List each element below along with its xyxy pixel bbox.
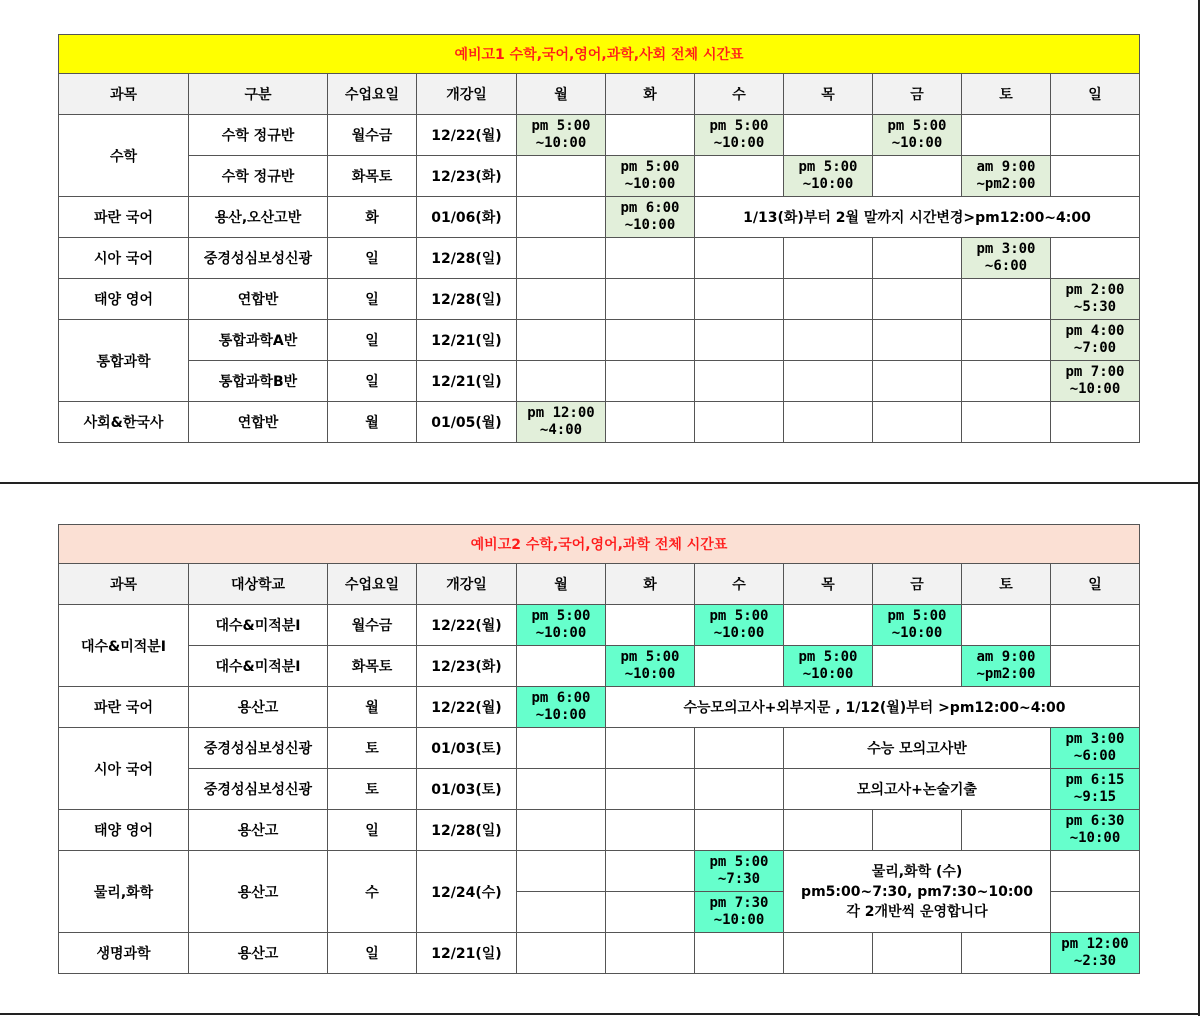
- subject-cell: 파란 국어: [59, 687, 189, 728]
- empty-slot: [517, 933, 606, 974]
- header-school: 대상학교: [189, 564, 328, 605]
- schedule-note: 모의고사+논술기출: [784, 769, 1051, 810]
- header-days: 수업요일: [328, 74, 417, 115]
- header-wed: 수: [695, 74, 784, 115]
- days-cell: 일: [328, 810, 417, 851]
- empty-slot: [606, 851, 695, 892]
- days-cell: 일: [328, 320, 417, 361]
- days-cell: 토: [328, 769, 417, 810]
- schedule-note: 물리,화학 (수) pm5:00~7:30, pm7:30~10:00 각 2개반씩 운영합니다: [784, 851, 1051, 933]
- time-slot: am 9:00 ~pm2:00: [962, 646, 1051, 687]
- empty-slot: [517, 769, 606, 810]
- header-start: 개강일: [417, 564, 517, 605]
- table-row: [59, 361, 1140, 402]
- start-cell: 12/22(월): [417, 115, 517, 156]
- subject-cell: 태양 영어: [59, 810, 189, 851]
- class-cell: 용산고: [189, 810, 328, 851]
- section-divider: [0, 482, 1200, 484]
- time-slot: pm 5:00 ~10:00: [695, 605, 784, 646]
- class-cell: 용산,오산고반: [189, 197, 328, 238]
- days-cell: 화: [328, 197, 417, 238]
- timetable-title: 예비고1 수학,국어,영어,과학,사회 전체 시간표: [59, 35, 1140, 74]
- table-row: [59, 402, 1140, 443]
- class-cell: 중경성심보성신광: [189, 728, 328, 769]
- table-row: [59, 851, 1140, 892]
- class-cell: 연합반: [189, 402, 328, 443]
- empty-slot: [784, 320, 873, 361]
- empty-slot: [606, 810, 695, 851]
- days-cell: 일: [328, 361, 417, 402]
- empty-slot: [606, 115, 695, 156]
- table-row: [59, 156, 1140, 197]
- empty-slot: [962, 115, 1051, 156]
- empty-slot: [695, 810, 784, 851]
- empty-slot: [873, 320, 962, 361]
- empty-slot: [606, 892, 695, 933]
- class-cell: 수학 정규반: [189, 115, 328, 156]
- empty-slot: [784, 361, 873, 402]
- header-tue: 화: [606, 564, 695, 605]
- days-cell: 토: [328, 728, 417, 769]
- days-cell: 월수금: [328, 605, 417, 646]
- empty-slot: [695, 320, 784, 361]
- days-cell: 수: [328, 851, 417, 933]
- empty-slot: [517, 810, 606, 851]
- time-slot: pm 7:30 ~10:00: [695, 892, 784, 933]
- header-tue: 화: [606, 74, 695, 115]
- start-cell: 12/28(일): [417, 238, 517, 279]
- start-cell: 12/28(일): [417, 279, 517, 320]
- class-cell: 용산고: [189, 851, 328, 933]
- header-class: 구분: [189, 74, 328, 115]
- time-slot: pm 12:00 ~4:00: [517, 402, 606, 443]
- subject-cell: 대수&미적분I: [59, 605, 189, 687]
- empty-slot: [695, 646, 784, 687]
- table-row: [59, 115, 1140, 156]
- empty-slot: [517, 361, 606, 402]
- start-cell: 01/03(토): [417, 728, 517, 769]
- empty-slot: [695, 728, 784, 769]
- days-cell: 일: [328, 933, 417, 974]
- header-sun: 일: [1051, 564, 1140, 605]
- empty-slot: [962, 933, 1051, 974]
- empty-slot: [1051, 646, 1140, 687]
- start-cell: 01/05(월): [417, 402, 517, 443]
- class-cell: 통합과학A반: [189, 320, 328, 361]
- time-slot: pm 5:00 ~10:00: [784, 156, 873, 197]
- table-row: [59, 646, 1140, 687]
- days-cell: 월: [328, 687, 417, 728]
- time-slot: pm 3:00 ~6:00: [1051, 728, 1140, 769]
- schedule-note: 수능모의고사+외부지문 , 1/12(월)부터 >pm12:00~4:00: [606, 687, 1140, 728]
- empty-slot: [962, 320, 1051, 361]
- subject-cell: 태양 영어: [59, 279, 189, 320]
- header-start: 개강일: [417, 74, 517, 115]
- start-cell: 12/21(일): [417, 933, 517, 974]
- start-cell: 12/21(일): [417, 320, 517, 361]
- empty-slot: [606, 238, 695, 279]
- time-slot: pm 2:00 ~5:30: [1051, 279, 1140, 320]
- time-slot: pm 7:00 ~10:00: [1051, 361, 1140, 402]
- class-cell: 중경성심보성신광: [189, 769, 328, 810]
- empty-slot: [695, 156, 784, 197]
- time-slot: am 9:00 ~pm2:00: [962, 156, 1051, 197]
- time-slot: pm 5:00 ~10:00: [517, 115, 606, 156]
- header-subject: 과목: [59, 564, 189, 605]
- time-slot: pm 6:30 ~10:00: [1051, 810, 1140, 851]
- time-slot: pm 6:15 ~9:15: [1051, 769, 1140, 810]
- days-cell: 화목토: [328, 646, 417, 687]
- empty-slot: [695, 402, 784, 443]
- schedule-note: 수능 모의고사반: [784, 728, 1051, 769]
- timetable-grade1: [58, 34, 1140, 443]
- empty-slot: [1051, 892, 1140, 933]
- subject-cell: 파란 국어: [59, 197, 189, 238]
- empty-slot: [517, 892, 606, 933]
- empty-slot: [606, 361, 695, 402]
- empty-slot: [784, 238, 873, 279]
- class-cell: 대수&미적분I: [189, 646, 328, 687]
- empty-slot: [873, 933, 962, 974]
- empty-slot: [962, 279, 1051, 320]
- table-row: [59, 769, 1140, 810]
- subject-cell: 물리,화학: [59, 851, 189, 933]
- time-slot: pm 4:00 ~7:00: [1051, 320, 1140, 361]
- start-cell: 12/22(월): [417, 687, 517, 728]
- table-row: [59, 279, 1140, 320]
- empty-slot: [873, 810, 962, 851]
- start-cell: 01/03(토): [417, 769, 517, 810]
- subject-cell: 통합과학: [59, 320, 189, 402]
- empty-slot: [784, 933, 873, 974]
- time-slot: pm 5:00 ~10:00: [517, 605, 606, 646]
- schedule-note: 1/13(화)부터 2월 말까지 시간변경>pm12:00~4:00: [695, 197, 1140, 238]
- empty-slot: [695, 769, 784, 810]
- days-cell: 일: [328, 238, 417, 279]
- empty-slot: [517, 851, 606, 892]
- subject-cell: 수학: [59, 115, 189, 197]
- empty-slot: [606, 402, 695, 443]
- empty-slot: [784, 605, 873, 646]
- class-cell: 연합반: [189, 279, 328, 320]
- empty-slot: [784, 115, 873, 156]
- time-slot: pm 6:00 ~10:00: [517, 687, 606, 728]
- class-cell: 통합과학B반: [189, 361, 328, 402]
- empty-slot: [962, 810, 1051, 851]
- empty-slot: [1051, 605, 1140, 646]
- start-cell: 01/06(화): [417, 197, 517, 238]
- empty-slot: [517, 156, 606, 197]
- header-fri: 금: [873, 564, 962, 605]
- table-row: [59, 810, 1140, 851]
- empty-slot: [606, 605, 695, 646]
- empty-slot: [873, 402, 962, 443]
- empty-slot: [695, 279, 784, 320]
- empty-slot: [1051, 115, 1140, 156]
- table-row: [59, 238, 1140, 279]
- empty-slot: [873, 238, 962, 279]
- empty-slot: [517, 279, 606, 320]
- empty-slot: [1051, 156, 1140, 197]
- page-bottom-border: [0, 1013, 1200, 1015]
- time-slot: pm 5:00 ~10:00: [784, 646, 873, 687]
- timetable-title: 예비고2 수학,국어,영어,과학 전체 시간표: [59, 525, 1140, 564]
- start-cell: 12/23(화): [417, 646, 517, 687]
- subject-cell: 시아 국어: [59, 728, 189, 810]
- empty-slot: [784, 279, 873, 320]
- header-sat: 토: [962, 564, 1051, 605]
- empty-slot: [873, 361, 962, 402]
- header-thu: 목: [784, 74, 873, 115]
- time-slot: pm 5:00 ~10:00: [695, 115, 784, 156]
- timetable-grade2: [58, 524, 1140, 974]
- header-sun: 일: [1051, 74, 1140, 115]
- days-cell: 일: [328, 279, 417, 320]
- empty-slot: [517, 238, 606, 279]
- empty-slot: [695, 238, 784, 279]
- header-thu: 목: [784, 564, 873, 605]
- header-sat: 토: [962, 74, 1051, 115]
- empty-slot: [784, 402, 873, 443]
- empty-slot: [873, 646, 962, 687]
- start-cell: 12/28(일): [417, 810, 517, 851]
- class-cell: 용산고: [189, 933, 328, 974]
- time-slot: pm 6:00 ~10:00: [606, 197, 695, 238]
- class-cell: 용산고: [189, 687, 328, 728]
- time-slot: pm 5:00 ~7:30: [695, 851, 784, 892]
- days-cell: 월수금: [328, 115, 417, 156]
- start-cell: 12/24(수): [417, 851, 517, 933]
- empty-slot: [1051, 402, 1140, 443]
- days-cell: 월: [328, 402, 417, 443]
- empty-slot: [695, 933, 784, 974]
- table-row: [59, 605, 1140, 646]
- header-subject: 과목: [59, 74, 189, 115]
- empty-slot: [873, 279, 962, 320]
- table-row: [59, 933, 1140, 974]
- header-wed: 수: [695, 564, 784, 605]
- header-mon: 월: [517, 564, 606, 605]
- class-cell: 대수&미적분I: [189, 605, 328, 646]
- time-slot: pm 12:00 ~2:30: [1051, 933, 1140, 974]
- days-cell: 화목토: [328, 156, 417, 197]
- empty-slot: [606, 933, 695, 974]
- start-cell: 12/21(일): [417, 361, 517, 402]
- empty-slot: [517, 197, 606, 238]
- table-row: [59, 687, 1140, 728]
- table-row: [59, 728, 1140, 769]
- start-cell: 12/22(월): [417, 605, 517, 646]
- header-days: 수업요일: [328, 564, 417, 605]
- header-mon: 월: [517, 74, 606, 115]
- table-row: [59, 320, 1140, 361]
- class-cell: 수학 정규반: [189, 156, 328, 197]
- class-cell: 중경성심보성신광: [189, 238, 328, 279]
- subject-cell: 사회&한국사: [59, 402, 189, 443]
- empty-slot: [1051, 238, 1140, 279]
- empty-slot: [1051, 851, 1140, 892]
- empty-slot: [606, 769, 695, 810]
- empty-slot: [517, 320, 606, 361]
- empty-slot: [962, 605, 1051, 646]
- empty-slot: [606, 279, 695, 320]
- time-slot: pm 5:00 ~10:00: [606, 646, 695, 687]
- empty-slot: [873, 156, 962, 197]
- empty-slot: [962, 402, 1051, 443]
- empty-slot: [784, 810, 873, 851]
- time-slot: pm 5:00 ~10:00: [606, 156, 695, 197]
- empty-slot: [606, 728, 695, 769]
- time-slot: pm 5:00 ~10:00: [873, 605, 962, 646]
- start-cell: 12/23(화): [417, 156, 517, 197]
- empty-slot: [517, 646, 606, 687]
- time-slot: pm 5:00 ~10:00: [873, 115, 962, 156]
- subject-cell: 생명과학: [59, 933, 189, 974]
- subject-cell: 시아 국어: [59, 238, 189, 279]
- table-row: [59, 197, 1140, 238]
- empty-slot: [962, 361, 1051, 402]
- empty-slot: [606, 320, 695, 361]
- time-slot: pm 3:00 ~6:00: [962, 238, 1051, 279]
- empty-slot: [517, 728, 606, 769]
- header-fri: 금: [873, 74, 962, 115]
- empty-slot: [695, 361, 784, 402]
